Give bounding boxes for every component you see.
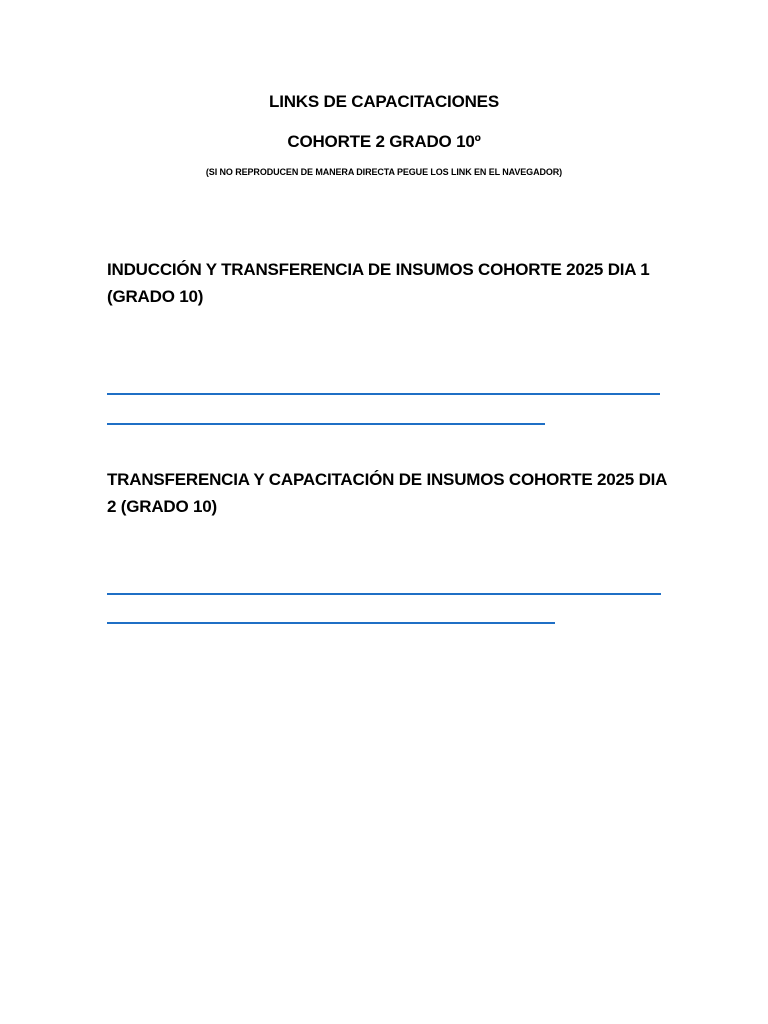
- section-heading-day-1: INDUCCIÓN Y TRANSFERENCIA DE INSUMOS COHORTE 2025 DIA 1 (GRADO 10): [107, 260, 650, 306]
- training-link-day-2-continued[interactable]: [107, 622, 555, 624]
- document-title: LINKS DE CAPACITACIONES: [269, 92, 499, 111]
- training-link-day-1[interactable]: [107, 393, 660, 395]
- section-heading-day-2: TRANSFERENCIA Y CAPACITACIÓN DE INSUMOS COHORTE 2025 DIA 2 (GRADO 10): [107, 470, 667, 516]
- training-link-day-1-continued[interactable]: [107, 423, 545, 425]
- document-subtitle: COHORTE 2 GRADO 10º: [287, 132, 481, 151]
- instruction-note: (SI NO REPRODUCEN DE MANERA DIRECTA PEGUE LOS LINK EN EL NAVEGADOR): [205, 167, 563, 177]
- training-link-day-2[interactable]: [107, 593, 661, 595]
